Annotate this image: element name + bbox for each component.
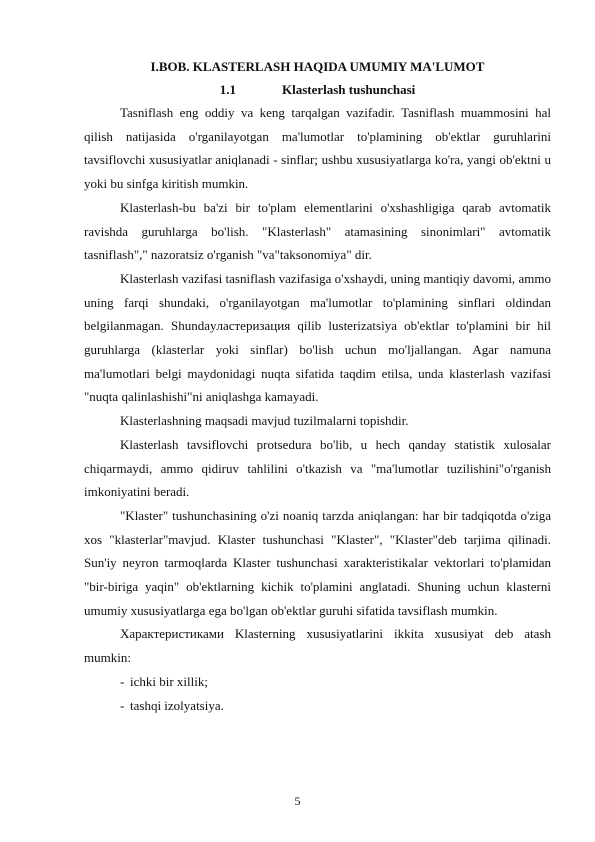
paragraph: Klasterlashning maqsadi mavjud tuzilmalarni topishdir. (120, 413, 409, 429)
section-number: 1.1 (219, 82, 236, 97)
section-title: Klasterlash tushunchasi (281, 82, 416, 97)
paragraph: Klasterlash vazifasi tasniflash vazifasiga o'xshaydi, uning mantiqiy davomi, ammo uning farqi shundaki, o'rganilayotgan ma'lumotlar to'plamining sinflari oldindan belgilanmagan. Shundayластеризация qilib lusterizatsiya ob'ektlar to'plamini bir hil guruhlarga (klasterlar yoki sinflar) bo'lish uchun mo'ljallangan. Agar namuna ma'lumotlari belgi maydonidagi nuqta sifatida taqdim etilsa, unda klasterlash vazifasi "nuqta qalinlashishi"ni aniqlashga kamayadi. (84, 270, 551, 405)
list-marker: - (120, 673, 125, 689)
paragraph: Характеристиками Klasterning xususiyatlarini ikkita xususiyat deb atash mumkin: (84, 626, 551, 666)
section-heading (84, 80, 551, 99)
list-item (84, 670, 551, 694)
list-item (84, 694, 551, 718)
list-item-text: tashqi izolyatsiya. (130, 697, 224, 713)
page-content (84, 57, 551, 717)
paragraph: Klasterlash tavsiflovchi protsedura bo'lib, u hech qanday statistik xulosalar chiqarmaydi, ammo qidiruv tahlilini o'tkazish va "ma'lumotlar tuzilishini"o'rganish imkoniyatini beradi. (84, 436, 551, 500)
list-item-text: ichki bir xillik; (130, 673, 208, 689)
paragraph: Tasniflash eng oddiy va keng tarqalgan vazifadir. Tasniflash muammosini hal qilish natijasida o'rganilayotgan ma'lumotlar to'plamining ob'ektlar guruhlarini tavsiflovchi xususiyatlar aniqlanadi - sinflar; ushbu xususiyatlarga ko'ra, yangi ob'ektni u yoki bu sinfga kiritish mumkin. (84, 105, 551, 192)
chapter-title: I.BOB. KLASTERLASH HAQIDA UMUMIY MA'LUMOT (150, 59, 485, 74)
paragraph: Klasterlash-bu ba'zi bir to'plam elementlarini o'xshashligiga qarab avtomatik ravishda guruhlarga bo'lish. "Klasterlash" atamasining sinonimlari" avtomatik tasniflash"," nazoratsiz o'rganish "va"taksonomiya" dir. (84, 199, 551, 263)
page-number: 5 (294, 794, 301, 808)
paragraph: "Klaster" tushunchasining o'zi noaniq tarzda aniqlangan: har bir tadqiqotda o'ziga xos "klasterlar"mavjud. Klaster tushunchasi "Klaster", "Klaster"deb tarjima qilinadi. Sun'iy neyron tarmoqlarda Klaster tushunchasi xarakteristikalar vektorlari to'plamidan "bir-biriga yaqin" ob'ektlarning kichik to'plamini anglatadi. Shuning uchun klasterni umumiy xususiyatlarga ega bo'lgan ob'ektlar guruhi sifatida tavsiflash mumkin. (84, 507, 551, 618)
list-marker: - (120, 697, 125, 713)
